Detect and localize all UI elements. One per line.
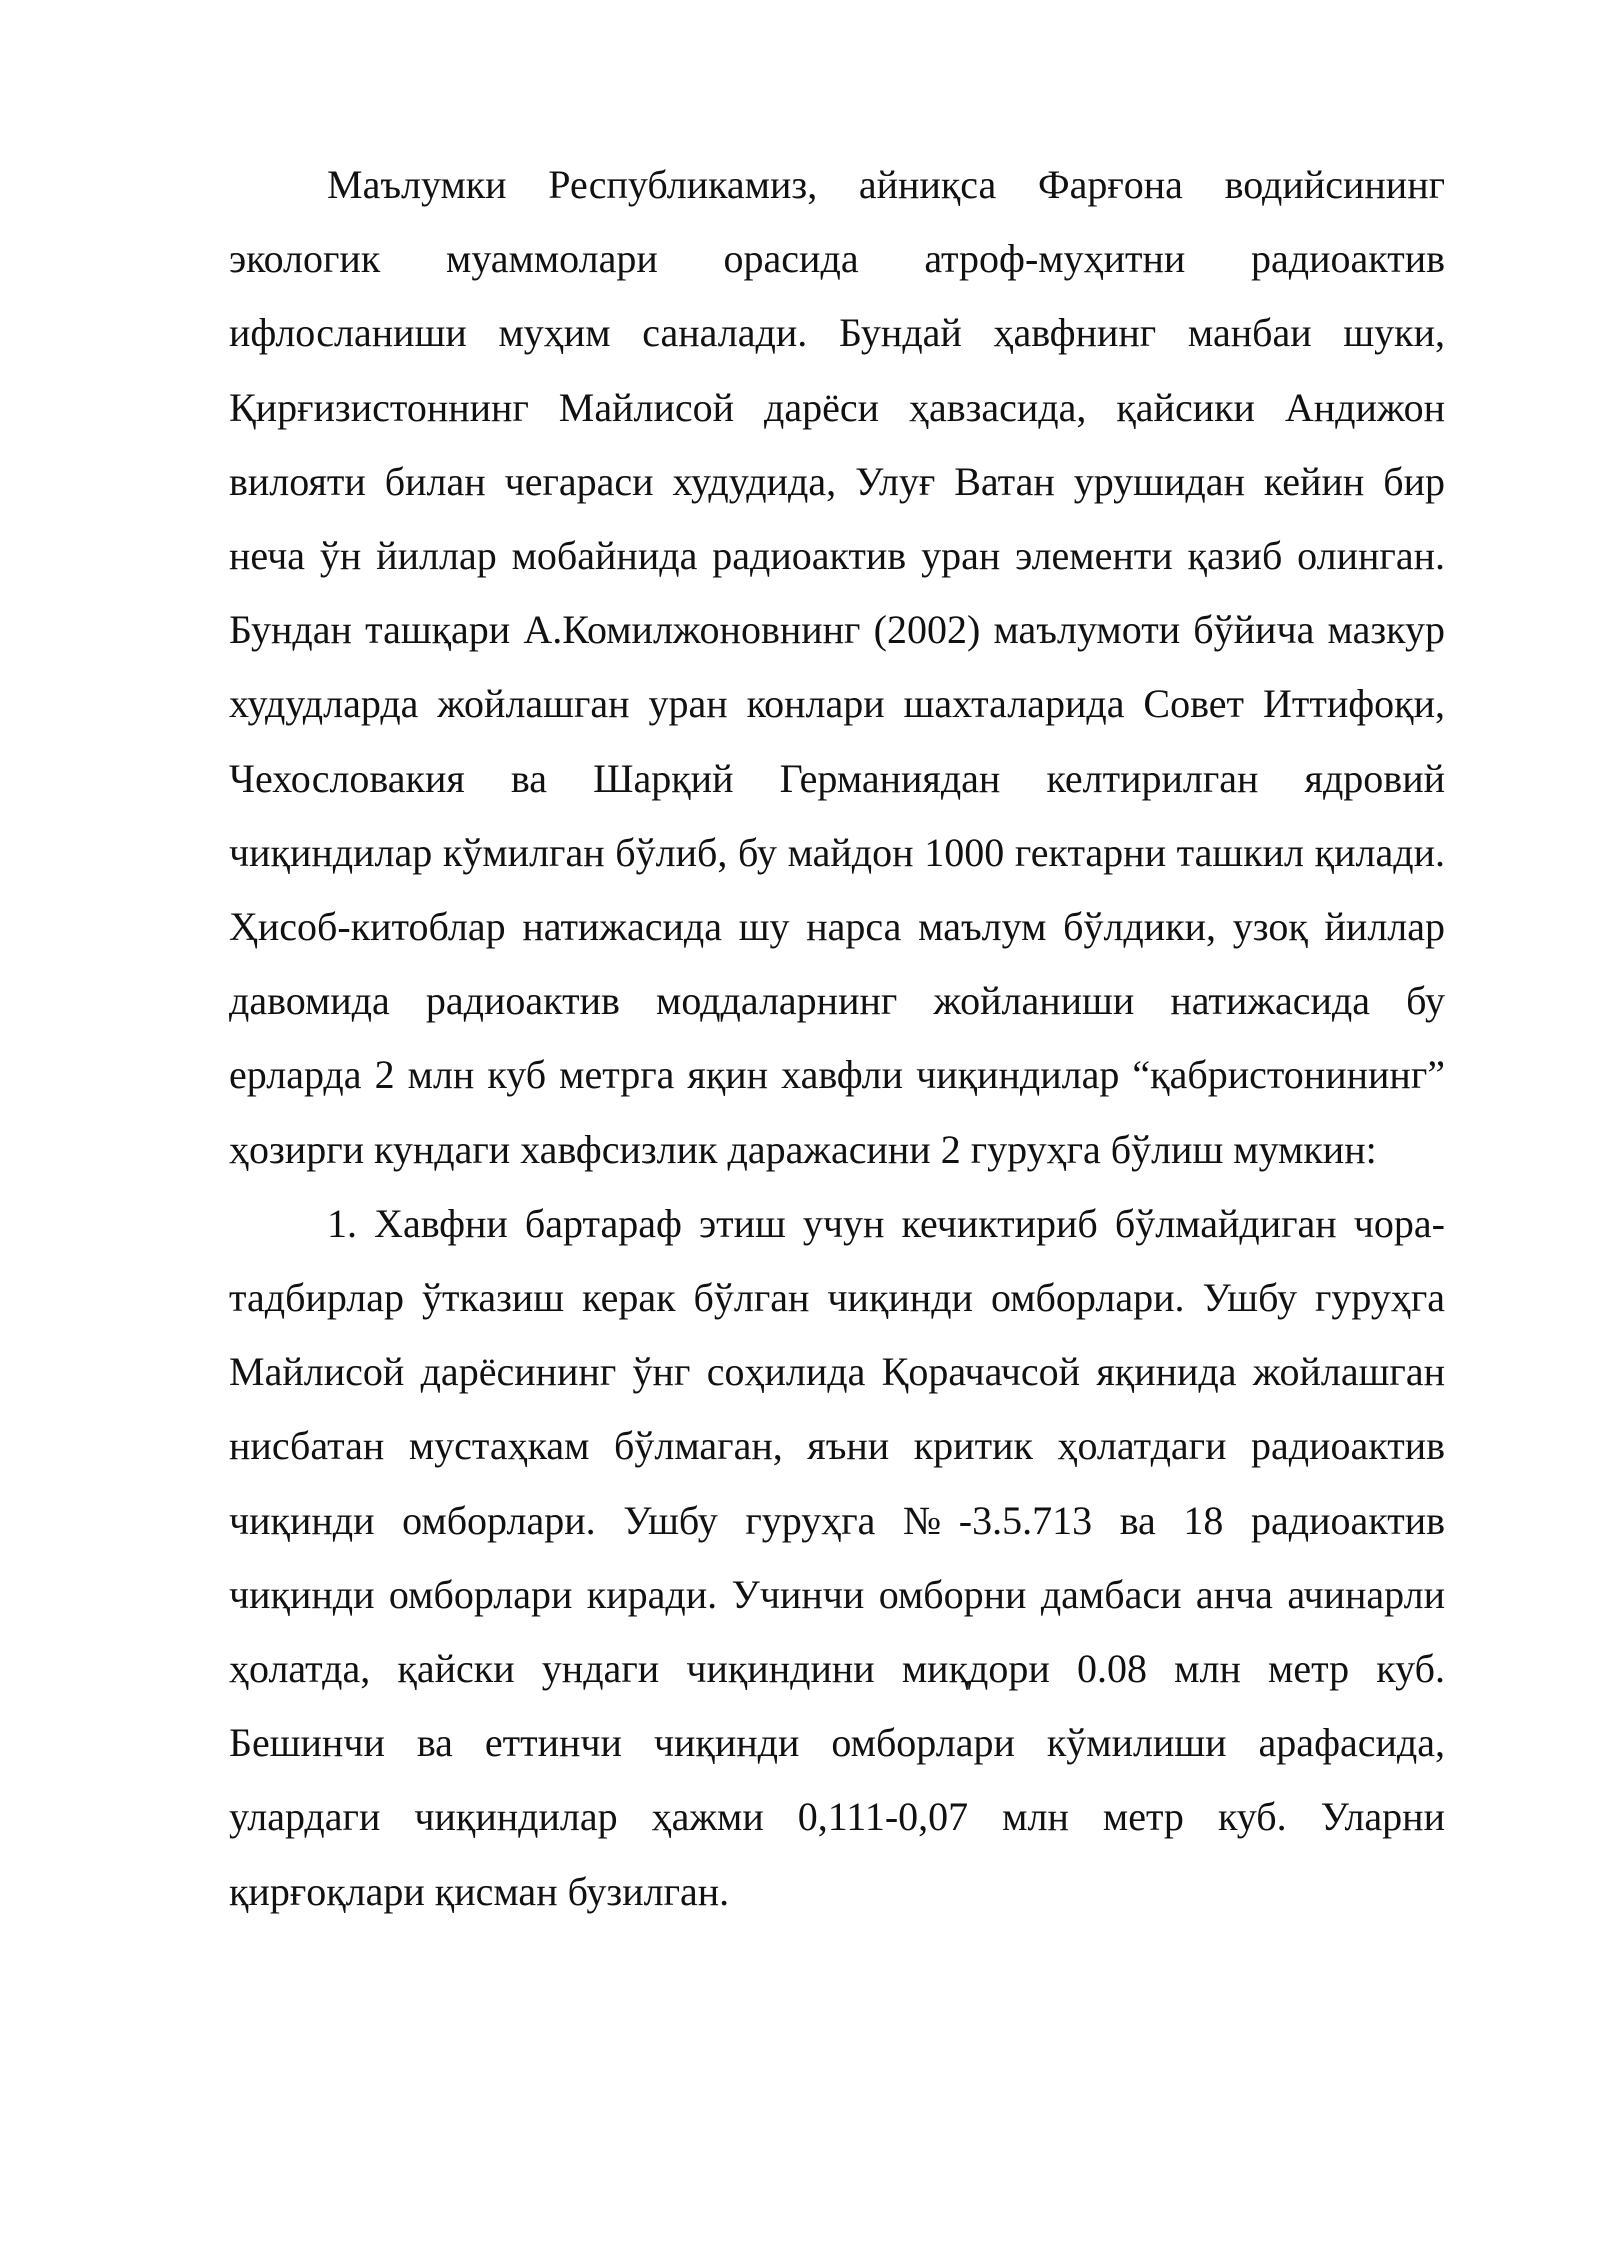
paragraph-intro: Маълумки Республикамиз, айниқса Фарғона водийсининг экологик муаммолари орасида атроф-муҳитни радиоактив ифлосланиши муҳим саналади. Бундай ҳавфнинг манбаи шуки, Қирғизистоннинг Майлисой дарёси ҳавзасида, қайсики Андижон вилояти билан чегараси худудида, Улуғ Ватан урушидан кейин бир неча ўн йиллар мобайнида радиоактив уран элементи қазиб олинган. Бундан ташқари А.Комилжоновнинг (2002) маълумоти бўйича мазкур худудларда жойлашган уран конлари шахталарида Совет Иттифоқи, Чехословакия ва Шарқий Германиядан келтирилган ядровий чиқиндилар кўмилган бўлиб, бу майдон 1000 гектарни ташкил қилади. Ҳисоб-китоблар натижасида шу нарса маълум бўлдики, узоқ йиллар давомида радиоактив моддаларнинг жойланиши натижасида бу ерларда 2 млн куб метрга яқин хавфли чиқиндилар “қабристонининг” ҳозирги кундаги хавфсизлик даражасини 2 гуруҳга бўлиш мумкин: — [229, 162, 1445, 1172]
paragraph-group-1: 1. Хавфни бартараф этиш учун кечиктириб бўлмайдиган чора-тадбирлар ўтказиш керак бўлган чиқинди омборлари. Ушбу гуруҳга Майлисой дарёсининг ўнг соҳилида Қорачачсой яқинида жойлашган нисбатан мустаҳкам бўлмаган, яъни критик ҳолатдаги радиоактив чиқинди омборлари. Ушбу гуруҳга №-3.5.713 ва 18 радиоактив чиқинди омборлари киради. Учинчи омборни дамбаси анча ачинарли ҳолатда, қайски ундаги чиқиндини миқдори 0.08 млн метр куб. Бешинчи ва еттинчи чиқинди омборлари кўмилиши арафасида, улардаги чиқиндилар ҳажми 0,111-0,07 млн метр куб. Уларни қирғоқлари қисман бузилган. — [229, 1200, 1445, 1914]
document-body — [229, 148, 1445, 1929]
